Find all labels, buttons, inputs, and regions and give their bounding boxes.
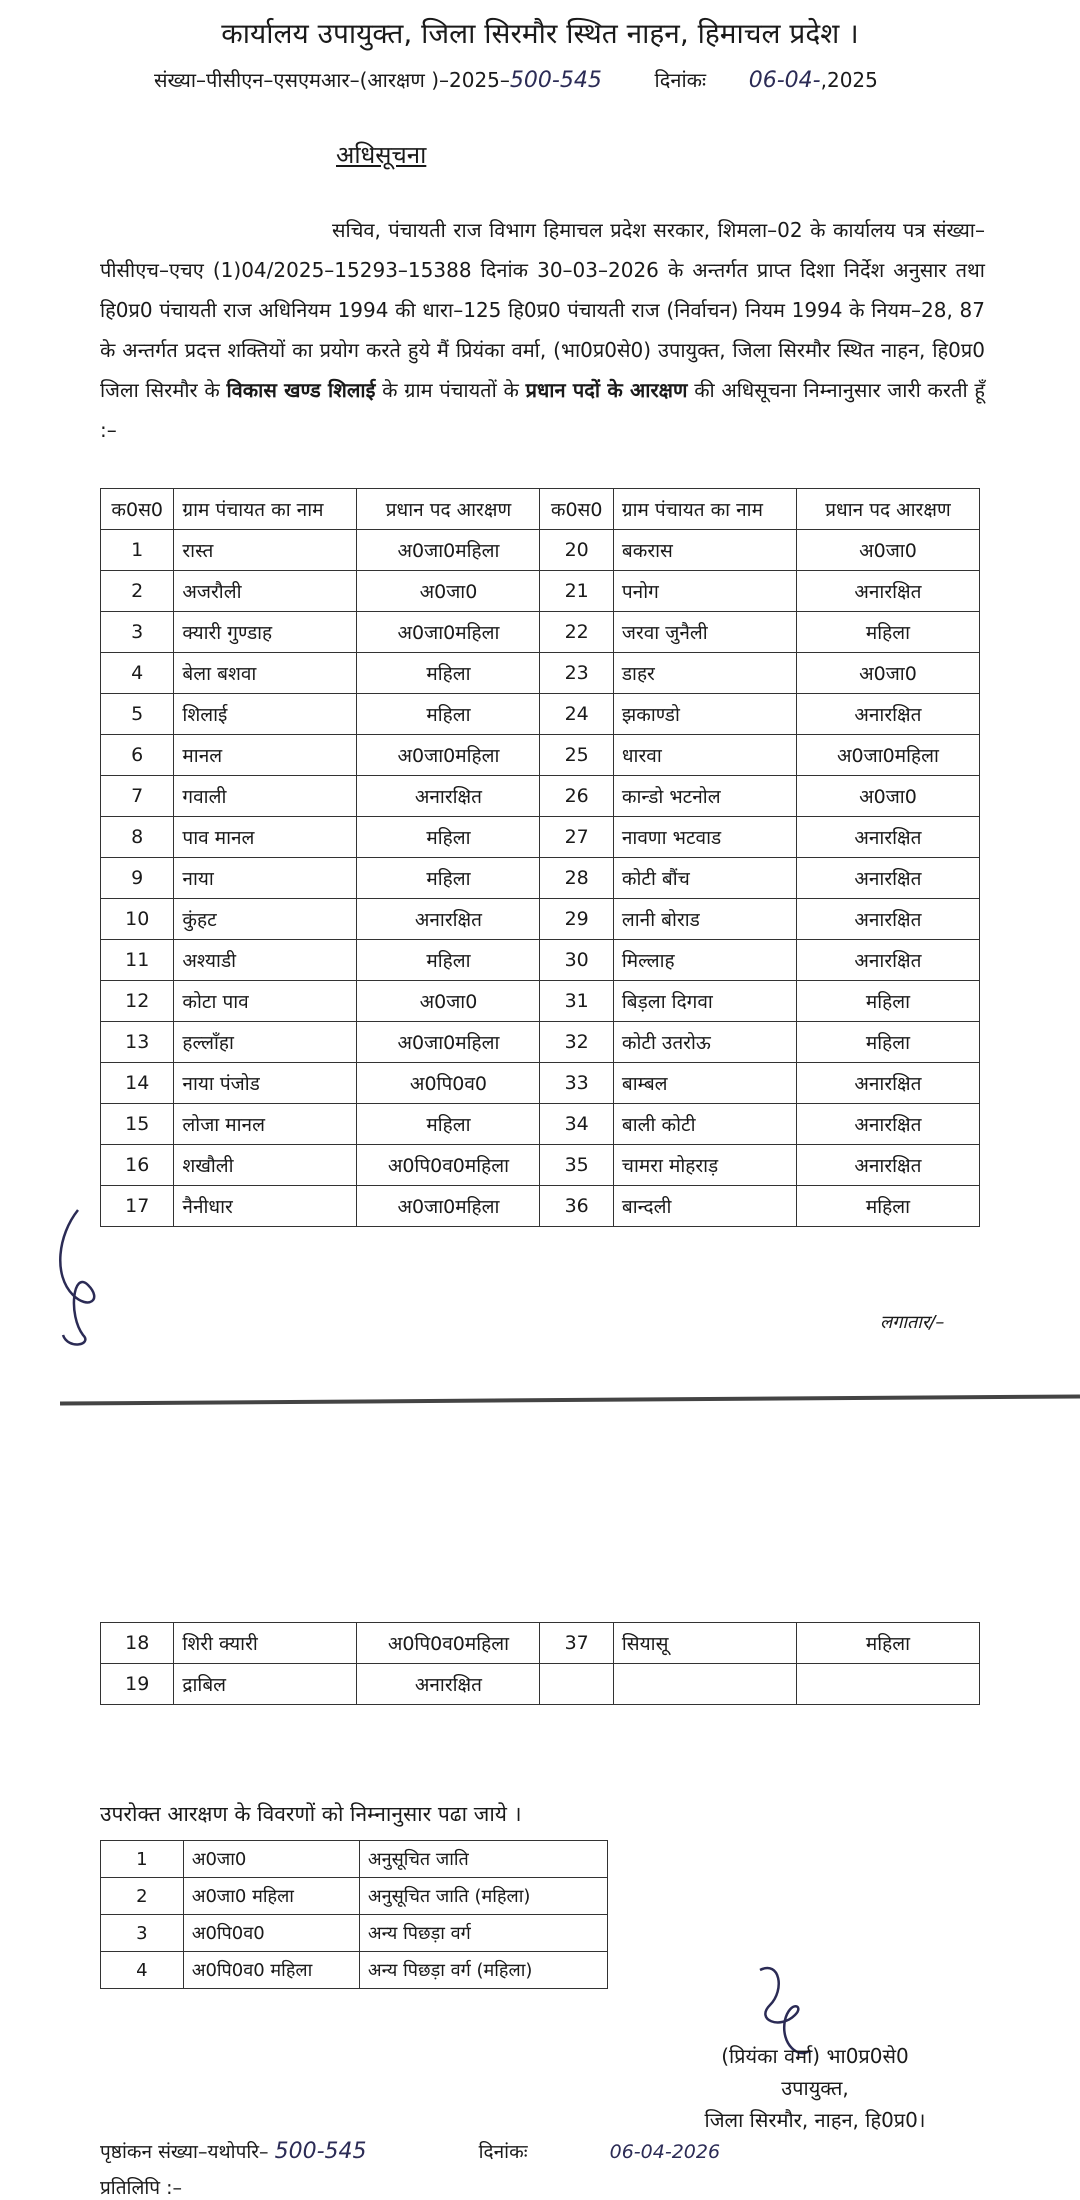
- serial-number: 20: [540, 530, 613, 571]
- panchayat-name: बान्दली: [613, 1186, 796, 1227]
- reservation: अनारक्षित: [796, 1104, 979, 1145]
- table-row: [101, 530, 980, 571]
- panchayat-name: डाहर: [613, 653, 796, 694]
- reservation: अनारक्षित: [796, 940, 979, 981]
- panchayat-name: चामरा मोहराड़: [613, 1145, 796, 1186]
- table-row: [101, 735, 980, 776]
- serial-number: 17: [101, 1186, 174, 1227]
- serial-number: 30: [540, 940, 613, 981]
- panchayat-name: अश्याडी: [174, 940, 357, 981]
- reservation-table: [100, 488, 980, 1227]
- reservation: अ0जा0महिला: [796, 735, 979, 776]
- panchayat-name: कुंहट: [174, 899, 357, 940]
- endorsement-line: [100, 2138, 720, 2164]
- reference-line: [154, 66, 878, 93]
- table-header-row: [101, 489, 980, 530]
- notification-paragraph: सचिव, पंचायती राज विभाग हिमाचल प्रदेश सरकार, शिमला–02 के कार्यालय पत्र संख्या–पीसीएच–एचए (1)04/2025–15293–15388 दिनांक 30–03–2026 के अन्तर्गत प्राप्त दिशा निर्देश अनुसार तथा हि0प्र0 पंचायती राज अधिनियम 1994 की धारा–125 हि0प्र0 पंचायती राज (निर्वाचन) नियम 1994 के नियम–28, 87 के अन्तर्गत प्रदत्त शक्तियों का प्रयोग करते हुये मैं प्रियंका वर्मा, (भा0प्र0से0) उपायुक्त, जिला सिरमौर स्थित नाहन, हि0प्र0 जिला सिरमौर के विकास खण्ड शिलाई के ग्राम पंचायतों के प्रधान पदों के आरक्षण की अधिसूचना निम्नानुसार जारी करती हूँ :–: [100, 218, 985, 442]
- table-row: [101, 571, 980, 612]
- date-label: दिनांकः: [654, 68, 707, 92]
- reservation: अ0पि0व0महिला: [357, 1623, 540, 1664]
- reservation: अ0जा0महिला: [357, 530, 540, 571]
- serial-number: 24: [540, 694, 613, 735]
- ref-number: 500-545: [509, 68, 602, 93]
- serial-number: 18: [101, 1623, 174, 1664]
- col-panchayat-name: ग्राम पंचायत का नाम: [613, 489, 796, 530]
- panchayat-name: शिरी क्यारी: [174, 1623, 357, 1664]
- table-row: [101, 1104, 980, 1145]
- table-row: [101, 1022, 980, 1063]
- serial-number: 10: [101, 899, 174, 940]
- panchayat-name: द्राबिल: [174, 1664, 357, 1705]
- panchayat-name: लोजा मानल: [174, 1104, 357, 1145]
- serial-number: 35: [540, 1145, 613, 1186]
- page-break-divider: [60, 1394, 1080, 1405]
- key-abbreviation: अ0जा0 महिला: [183, 1878, 359, 1915]
- reservation: अनारक्षित: [796, 899, 979, 940]
- panchayat-name: गवाली: [174, 776, 357, 817]
- table-row: [101, 653, 980, 694]
- serial-number: 4: [101, 653, 174, 694]
- reservation: अ0जा0महिला: [357, 1022, 540, 1063]
- key-number: 1: [101, 1841, 184, 1878]
- reservation: अनारक्षित: [796, 571, 979, 612]
- serial-number: 1: [101, 530, 174, 571]
- serial-number: 21: [540, 571, 613, 612]
- panchayat-name: झकाण्डो: [613, 694, 796, 735]
- key-title: उपरोक्त आरक्षण के विवरणों को निम्नानुसार पढा जाये ।: [100, 1802, 522, 1826]
- serial-number: 32: [540, 1022, 613, 1063]
- panchayat-name: मिल्लाह: [613, 940, 796, 981]
- panchayat-name: मानल: [174, 735, 357, 776]
- key-number: 4: [101, 1952, 184, 1989]
- reservation: अ0पि0व0महिला: [357, 1145, 540, 1186]
- panchayat-name: कोटी उतरोऊ: [613, 1022, 796, 1063]
- col-reservation: प्रधान पद आरक्षण: [796, 489, 979, 530]
- serial-number: 36: [540, 1186, 613, 1227]
- key-meaning: अनुसूचित जाति: [359, 1841, 607, 1878]
- reservation: अनारक्षित: [357, 776, 540, 817]
- col-reservation: प्रधान पद आरक्षण: [357, 489, 540, 530]
- serial-number: 25: [540, 735, 613, 776]
- key-abbreviation: अ0जा0: [183, 1841, 359, 1878]
- abbreviation-key-table: [100, 1840, 608, 1989]
- serial-number: 37: [540, 1623, 613, 1664]
- key-abbreviation: अ0पि0व0: [183, 1915, 359, 1952]
- reservation: अ0जा0महिला: [357, 1186, 540, 1227]
- panchayat-name: अजरौली: [174, 571, 357, 612]
- key-meaning: अनुसूचित जाति (महिला): [359, 1878, 607, 1915]
- reservation: महिला: [796, 981, 979, 1022]
- serial-number: 33: [540, 1063, 613, 1104]
- panchayat-name: नाया: [174, 858, 357, 899]
- serial-number: [540, 1664, 613, 1705]
- reservation: महिला: [796, 612, 979, 653]
- serial-number: 28: [540, 858, 613, 899]
- serial-number: 26: [540, 776, 613, 817]
- panchayat-name: नावणा भटवाड: [613, 817, 796, 858]
- key-meaning: अन्य पिछड़ा वर्ग: [359, 1915, 607, 1952]
- reservation: अ0जा0: [357, 981, 540, 1022]
- panchayat-name: बेला बशवा: [174, 653, 357, 694]
- serial-number: 19: [101, 1664, 174, 1705]
- key-number: 2: [101, 1878, 184, 1915]
- serial-number: 12: [101, 981, 174, 1022]
- copy-to-label: प्रतिलिपि :–: [100, 2177, 183, 2199]
- reservation: अ0जा0: [796, 776, 979, 817]
- table-row: [101, 940, 980, 981]
- reservation: महिला: [357, 940, 540, 981]
- reservation: अ0जा0: [357, 571, 540, 612]
- reservation: [796, 1664, 979, 1705]
- reservation: महिला: [357, 858, 540, 899]
- reservation: अ0जा0: [796, 653, 979, 694]
- table-row: [101, 776, 980, 817]
- serial-number: 6: [101, 735, 174, 776]
- serial-number: 16: [101, 1145, 174, 1186]
- col-sn: क0स0: [101, 489, 174, 530]
- panchayat-name: शिलाई: [174, 694, 357, 735]
- panchayat-name: नैनीधार: [174, 1186, 357, 1227]
- table-row: [101, 899, 980, 940]
- serial-number: 22: [540, 612, 613, 653]
- serial-number: 8: [101, 817, 174, 858]
- serial-number: 23: [540, 653, 613, 694]
- serial-number: 31: [540, 981, 613, 1022]
- reservation: अ0जा0: [796, 530, 979, 571]
- panchayat-name: पाव मानल: [174, 817, 357, 858]
- reservation: अनारक्षित: [796, 858, 979, 899]
- serial-number: 3: [101, 612, 174, 653]
- serial-number: 13: [101, 1022, 174, 1063]
- panchayat-name: क्यारी गुण्डाह: [174, 612, 357, 653]
- panchayat-name: पनोग: [613, 571, 796, 612]
- endorsement-label: पृष्ठांकन संख्या–यथोपरि–: [100, 2141, 269, 2163]
- reservation: महिला: [796, 1186, 979, 1227]
- serial-number: 7: [101, 776, 174, 817]
- reservation: महिला: [357, 817, 540, 858]
- reservation: महिला: [357, 694, 540, 735]
- reservation: अ0जा0महिला: [357, 735, 540, 776]
- key-row: [101, 1915, 608, 1952]
- table-row: [101, 1623, 980, 1664]
- serial-number: 34: [540, 1104, 613, 1145]
- endorsement-number: 500-545: [274, 2139, 367, 2164]
- reservation: महिला: [357, 653, 540, 694]
- signatory-office: जिला सिरमौर, नाहन, हि0प्र0।: [704, 2108, 926, 2132]
- date-handwritten: 06-04-: [748, 68, 821, 93]
- serial-number: 11: [101, 940, 174, 981]
- panchayat-name: धारवा: [613, 735, 796, 776]
- panchayat-name: कोटी बौंच: [613, 858, 796, 899]
- office-title: कार्यालय उपायुक्त, जिला सिरमौर स्थित नाहन, हिमाचल प्रदेश ।: [221, 17, 859, 50]
- reservation: महिला: [796, 1022, 979, 1063]
- panchayat-name: बाम्बल: [613, 1063, 796, 1104]
- table-row: [101, 817, 980, 858]
- reservation: अनारक्षित: [796, 1063, 979, 1104]
- panchayat-name: बाली कोटी: [613, 1104, 796, 1145]
- table-row: [101, 1063, 980, 1104]
- table-row: [101, 612, 980, 653]
- ref-prefix: संख्या–पीसीएन–एसएमआर–(आरक्षण )–2025–: [154, 68, 510, 92]
- panchayat-name: नाया पंजोड: [174, 1063, 357, 1104]
- signatory-designation: उपायुक्त,: [781, 2076, 849, 2100]
- reservation: महिला: [796, 1623, 979, 1664]
- table-row: [101, 694, 980, 735]
- table-row: [101, 858, 980, 899]
- reservation: अनारक्षित: [357, 1664, 540, 1705]
- serial-number: 9: [101, 858, 174, 899]
- table-row: [101, 981, 980, 1022]
- panchayat-name: कोटा पाव: [174, 981, 357, 1022]
- key-row: [101, 1952, 608, 1989]
- reservation: अ0पि0व0: [357, 1063, 540, 1104]
- panchayat-name: [613, 1664, 796, 1705]
- table-row: [101, 1186, 980, 1227]
- reservation: महिला: [357, 1104, 540, 1145]
- panchayat-name: सियासू: [613, 1623, 796, 1664]
- table-row: [101, 1664, 980, 1705]
- panchayat-name: लानी बोराड: [613, 899, 796, 940]
- serial-number: 27: [540, 817, 613, 858]
- key-number: 3: [101, 1915, 184, 1952]
- col-panchayat-name: ग्राम पंचायत का नाम: [174, 489, 357, 530]
- key-abbreviation: अ0पि0व0 महिला: [183, 1952, 359, 1989]
- panchayat-name: शखौली: [174, 1145, 357, 1186]
- signatory-name: (प्रियंका वर्मा) भा0प्र0से0: [721, 2044, 909, 2068]
- serial-number: 29: [540, 899, 613, 940]
- reservation: अनारक्षित: [357, 899, 540, 940]
- panchayat-name: कान्डो भटनोल: [613, 776, 796, 817]
- reservation: अनारक्षित: [796, 1145, 979, 1186]
- reservation: अनारक्षित: [796, 694, 979, 735]
- panchayat-name: बिड़ला दिगवा: [613, 981, 796, 1022]
- panchayat-name: हल्लाँहा: [174, 1022, 357, 1063]
- endorsement-date: 06-04-2026: [609, 2141, 721, 2163]
- date-year: ,2025: [820, 68, 878, 92]
- key-row: [101, 1841, 608, 1878]
- reservation-table-continued: [100, 1622, 980, 1705]
- reservation: अ0जा0महिला: [357, 612, 540, 653]
- col-sn: क0स0: [540, 489, 613, 530]
- panchayat-name: रास्त: [174, 530, 357, 571]
- endorsement-date-label: दिनांकः: [478, 2141, 528, 2163]
- continued-label: लगातार/–: [880, 1312, 945, 1333]
- margin-signature-icon: [48, 1205, 118, 1355]
- notification-heading: अधिसूचना: [336, 141, 427, 169]
- panchayat-name: बकरास: [613, 530, 796, 571]
- table-row: [101, 1145, 980, 1186]
- serial-number: 2: [101, 571, 174, 612]
- serial-number: 5: [101, 694, 174, 735]
- serial-number: 15: [101, 1104, 174, 1145]
- key-row: [101, 1878, 608, 1915]
- key-meaning: अन्य पिछड़ा वर्ग (महिला): [359, 1952, 607, 1989]
- serial-number: 14: [101, 1063, 174, 1104]
- signature-block: [665, 2040, 965, 2136]
- reservation: अनारक्षित: [796, 817, 979, 858]
- panchayat-name: जरवा जुनैली: [613, 612, 796, 653]
